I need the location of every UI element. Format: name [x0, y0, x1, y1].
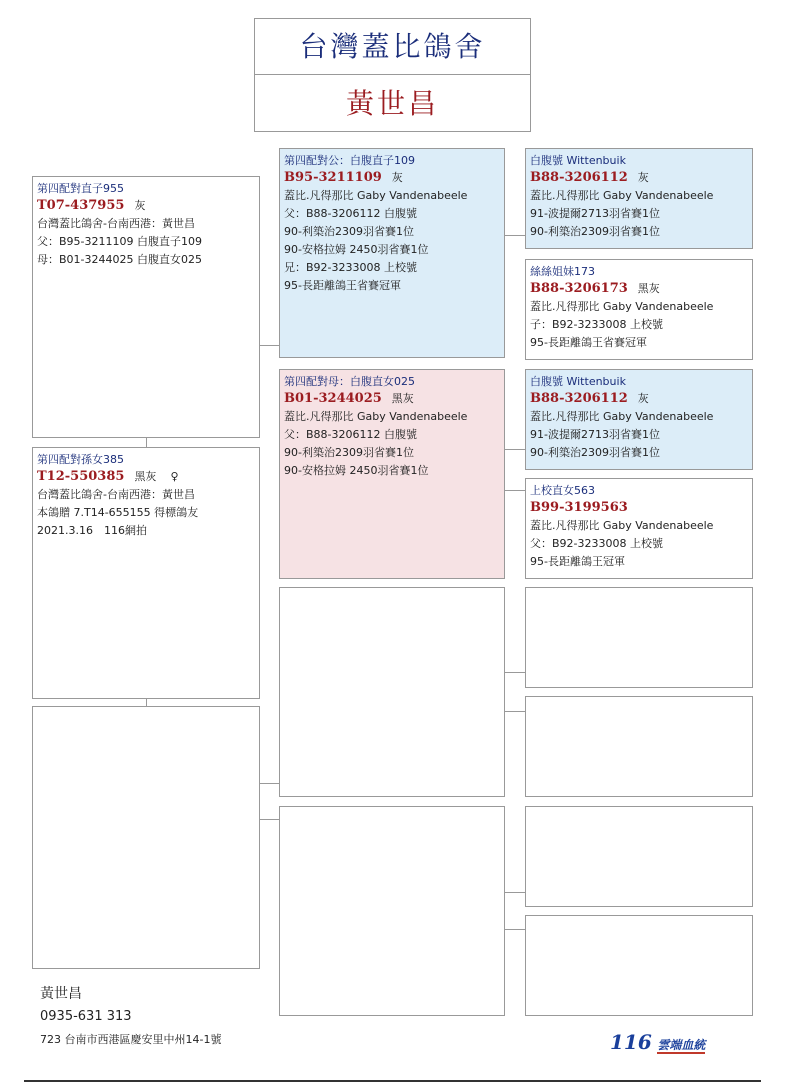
info-line: 父：B95-3211109 白腹直子109: [37, 235, 202, 248]
sibling-card[interactable]: [32, 447, 260, 699]
color: 灰: [134, 199, 146, 212]
brand-logo[interactable]: [610, 1030, 730, 1056]
empty-card[interactable]: [279, 587, 505, 797]
info-line: 91-波提爾2713羽省賽1位: [530, 428, 660, 441]
empty-card[interactable]: [279, 806, 505, 1016]
info-line: 子：B92-3233008 上校號: [530, 318, 663, 331]
brand-text: 雲端血統: [657, 1038, 706, 1052]
loft-header: [254, 18, 531, 132]
connector-line: [505, 892, 525, 893]
info-line: 90-利築治2309羽省賽1位: [530, 225, 660, 238]
info-line: 本鴿贈 7.T14-655155 得標鴿友: [37, 506, 199, 519]
info-line: 95-長距離鴿王省賽冠軍: [530, 336, 647, 349]
info-line: 90-利築治2309羽省賽1位: [284, 225, 414, 238]
connector-line: [146, 699, 147, 706]
card-title: 第四配對母：白腹直女025: [284, 375, 415, 388]
connector-line: [505, 490, 525, 491]
ring-number: T07-437955: [37, 198, 125, 213]
subject-card[interactable]: [32, 176, 260, 438]
bottom-rule: [24, 1080, 761, 1082]
footer-name: 黃世昌: [40, 986, 82, 1002]
empty-card[interactable]: [32, 706, 260, 969]
info-line: 父：B88-3206112 白腹號: [284, 428, 417, 441]
info-line: 台灣蓋比鴿舍-台南西港：黃世昌: [37, 488, 195, 501]
card-title: 白腹號 Wittenbuik: [530, 375, 626, 388]
empty-card[interactable]: [525, 696, 753, 797]
info-line: 91-波提爾2713羽省賽1位: [530, 207, 660, 220]
granddam-2-card[interactable]: [525, 478, 753, 579]
info-line: 蓋比.凡得那比 Gaby Vandenabeele: [284, 410, 468, 423]
ring-number: B88-3206112: [530, 170, 628, 185]
female-icon: ♀: [170, 470, 179, 483]
connector-line: [505, 449, 525, 450]
loft-name: 台灣蓋比鴿舍: [255, 19, 530, 75]
info-line: 父：B92-3233008 上校號: [530, 537, 663, 550]
footer-contact: [40, 983, 280, 1051]
connector-line: [260, 783, 279, 784]
info-line: 95-長距離鴿王省賽冠軍: [284, 279, 401, 292]
info-line: 蓋比.凡得那比 Gaby Vandenabeele: [530, 300, 714, 313]
empty-card[interactable]: [525, 806, 753, 907]
ring-number: B01-3244025: [284, 391, 382, 406]
info-line: 兄：B92-3233008 上校號: [284, 261, 417, 274]
ring-number: B99-3199563: [530, 500, 628, 515]
color: 黑灰: [134, 470, 157, 483]
connector-line: [505, 929, 525, 930]
ring-number: B88-3206173: [530, 281, 628, 296]
grandsire-2-card[interactable]: [525, 369, 753, 470]
info-line: 90-利築治2309羽省賽1位: [530, 446, 660, 459]
ring-number: T12-550385: [37, 469, 125, 484]
info-line: 90-安格拉姆 2450羽省賽1位: [284, 243, 429, 256]
card-title: 絲絲姐妹173: [530, 265, 595, 278]
connector-line: [505, 672, 525, 673]
card-title: 第四配對孫女385: [37, 453, 124, 466]
ring-number: B95-3211109: [284, 170, 382, 185]
color: 黑灰: [637, 282, 660, 295]
connector-line: [260, 819, 279, 820]
sire-card[interactable]: [279, 148, 505, 358]
info-line: 2021.3.16 116網拍: [37, 524, 147, 537]
info-line: 95-長距離鴿王冠軍: [530, 555, 625, 568]
dam-card[interactable]: [279, 369, 505, 579]
connector-line: [146, 438, 147, 447]
info-line: 蓋比.凡得那比 Gaby Vandenabeele: [530, 519, 714, 532]
owner-name: 黃世昌: [345, 87, 439, 120]
color: 黑灰: [391, 392, 414, 405]
info-line: 蓋比.凡得那比 Gaby Vandenabeele: [284, 189, 468, 202]
info-line: 父：B88-3206112 白腹號: [284, 207, 417, 220]
color: 灰: [637, 392, 649, 405]
info-line: 蓋比.凡得那比 Gaby Vandenabeele: [530, 189, 714, 202]
empty-card[interactable]: [525, 587, 753, 688]
ring-number: B88-3206112: [530, 391, 628, 406]
footer-phone: 0935-631 313: [40, 1009, 132, 1024]
info-line: 蓋比.凡得那比 Gaby Vandenabeele: [530, 410, 714, 423]
info-line: 台灣蓋比鴿舍-台南西港：黃世昌: [37, 217, 195, 230]
granddam-1-card[interactable]: [525, 259, 753, 360]
footer-address: 723 台南市西港區慶安里中州14-1號: [40, 1033, 222, 1046]
card-title: 第四配對直子955: [37, 182, 124, 195]
color: 灰: [391, 171, 403, 184]
card-title: 上校直女563: [530, 484, 595, 497]
grandsire-1-card[interactable]: [525, 148, 753, 249]
color: 灰: [637, 171, 649, 184]
empty-card[interactable]: [525, 915, 753, 1016]
connector-line: [505, 711, 525, 712]
info-line: 90-安格拉姆 2450羽省賽1位: [284, 464, 429, 477]
info-line: 母：B01-3244025 白腹直女025: [37, 253, 202, 266]
connector-line: [505, 235, 525, 236]
card-title: 白腹號 Wittenbuik: [530, 154, 626, 167]
card-title: 第四配對公：白腹直子109: [284, 154, 415, 167]
connector-line: [260, 345, 279, 346]
info-line: 90-利築治2309羽省賽1位: [284, 446, 414, 459]
brand-number: 116: [610, 1030, 652, 1054]
